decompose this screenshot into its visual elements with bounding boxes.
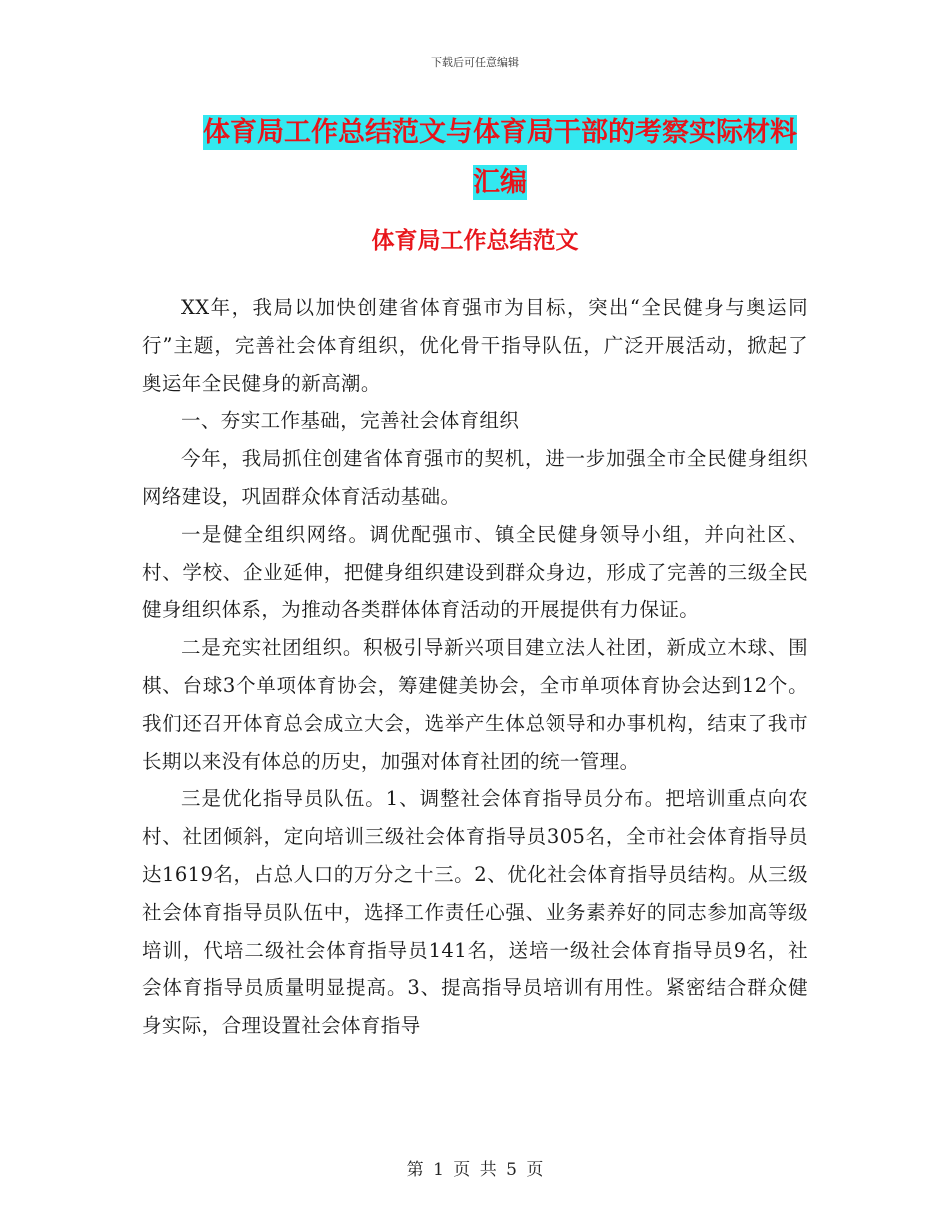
section-title: 体育局工作总结范文 <box>371 227 579 254</box>
page-header-note: 下载后可任意编辑 <box>431 56 519 69</box>
paragraph-5: 三是优化指导员队伍。1、调整社会体育指导员分布。把培训重点向农村、社团倾斜，定向培训三级社会体育指导员305名，全市社会体育指导员达1619名，占总人口的万分之十三。2、优化社会体育指导员结构。从三级社会体育指导员队伍中，选择工作责任心强、业务素养好的同志参加高等级培训，代培二级社会体育指导员141名，送培一级社会体育指导员9名，社会体育指导员质量明显提高。3、提高指导员培训有用性。紧密结合群众健身实际，合理设置社会体育指导 <box>142 787 808 1038</box>
document-body <box>142 289 808 1045</box>
paragraph-heading-1: 一、夯实工作基础，完善社会体育组织 <box>181 409 520 433</box>
paragraph-3: 一是健全组织网络。调优配强市、镇全民健身领导小组，并向社区、村、学校、企业延伸，把健身组织建设到群众身边，形成了完善的三级全民健身组织体系，为推动各类群体体育活动的开展提供有力保证。 <box>142 522 808 622</box>
paragraph-2: 今年，我局抓住创建省体育强市的契机，进一步加强全市全民健身组织网络建设，巩固群众体育活动基础。 <box>142 447 808 508</box>
document-title-text: 体育局工作总结范文与体育局干部的考察实际材料汇编 <box>203 117 797 198</box>
page-footer: 第 1 页 共 5 页 <box>406 1160 544 1180</box>
paragraph-intro: XX年，我局以加快创建省体育强市为目标，突出“全民健身与奥运同行”主题，完善社会体育组织，优化骨干指导队伍，广泛开展活动，掀起了奥运年全民健身的新高潮。 <box>142 296 808 395</box>
document-title <box>190 108 810 208</box>
paragraph-4: 二是充实社团组织。积极引导新兴项目建立法人社团，新成立木球、围棋、台球3个单项体育协会，筹建健美协会，全市单项体育协会达到12个。我们还召开体育总会成立大会，选举产生体总领导和办事机构，结束了我市长期以来没有体总的历史，加强对体育社团的统一管理。 <box>142 636 808 773</box>
